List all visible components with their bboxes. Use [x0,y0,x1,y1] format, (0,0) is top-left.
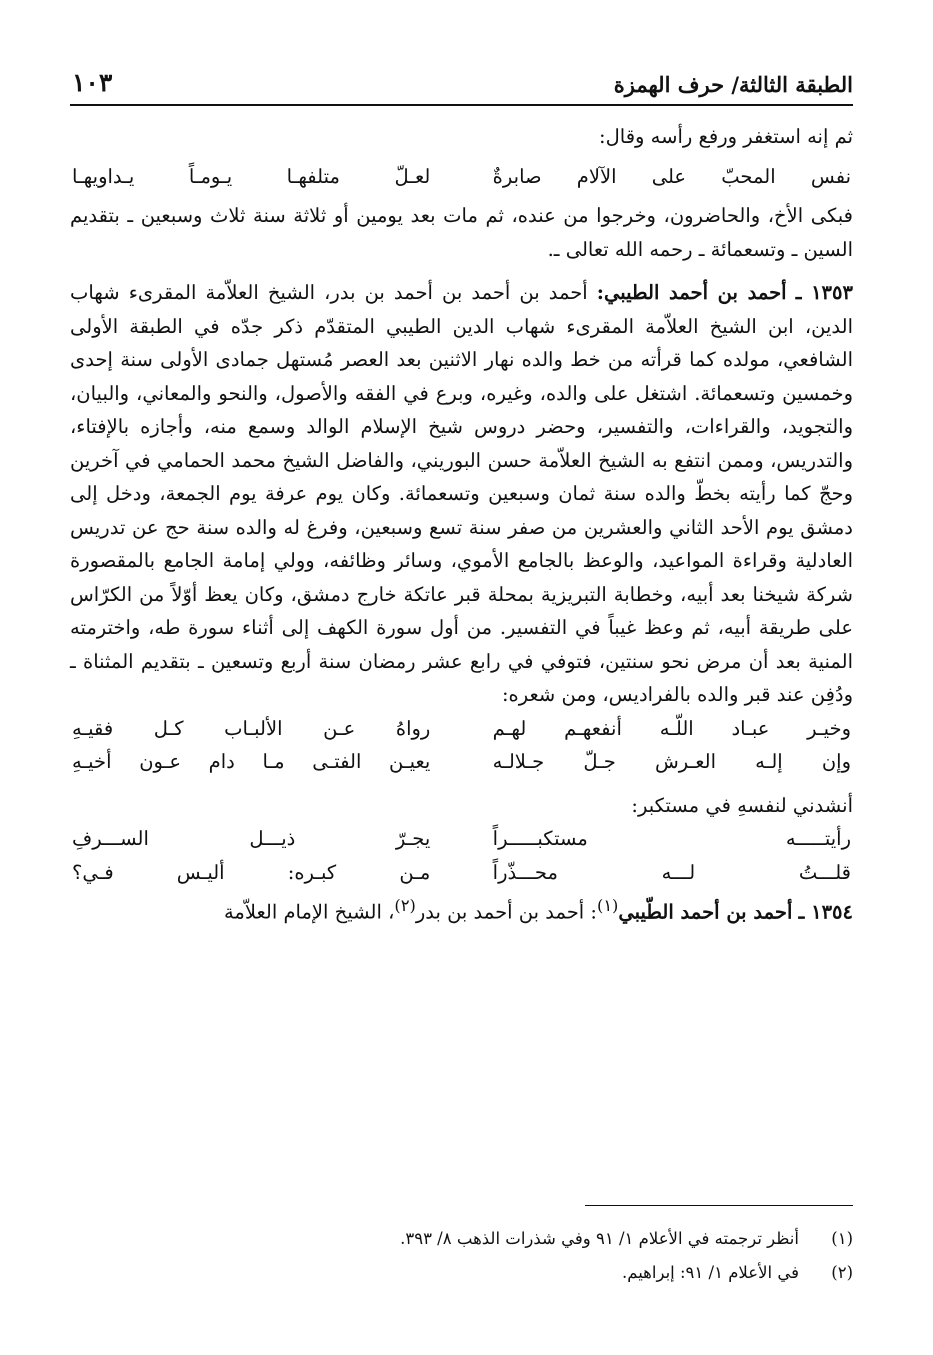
poem-hemistich-first: وإن إلـه العـرش جـلّ جـلالـه [492,750,851,773]
poem-hemistich-second: مـن كبـره: أليـس فـي؟ [72,860,431,884]
running-title: الطبقة الثالثة/ حرف الهمزة [613,72,853,97]
verse-hemistich-first: نفس المحبّ على الآلام صابرةٌ [492,164,851,188]
entry-body: ، الشيخ الإمام العلاّمة [223,900,395,924]
footnote-divider [585,1205,853,1206]
poem-hemistich-first: قلـــتُ لـــه محـــذّراً [492,860,851,884]
page-header [70,60,853,106]
poem-line [70,745,853,779]
entry-body: أحمد بن أحمد بن أحمد بن بدر، الشيخ العلاّمة المقرىء شهاب الدين، ابن الشيخ العلاّمة المقرىء شهاب الدين الطيبي المتقدّم ذكر جدّه في الطبقة الأولى الشافعي، مولده كما قرأته من خط والده نهار الاثنين بعد العصر مُستهل جمادى الأولى سنة إحدى وخمسين وتسعمائة. اشتغل على والده، وغيره، وبرع في الفقه والأصول، والنحو والمعاني، والبيان، والتجويد، والقراءات، والتفسير، وحضر دروس شيخ الإسلام الوالد وسمع منه، وأجازه بالإفتاء، والتدريس، وممن انتفع به الشيخ العلاّمة حسن البوريني، والفاضل الشيخ محمد الحمامي في آخرين وحجّ كما رأيته بخطّ والده سنة ثمان وسبعين وتسعمائة. وكان يوم عرفة يوم الجمعة، ودخل إلى دمشق يوم الأحد الثاني والعشرين من صفر سنة تسع وسبعين، وفرغ له والده سنة حج عن تدريس العادلية وقراءة المواعيد، والوعظ بالجامع الأموي، وسائر وظائفه، وولي إمامة الجامع بالمقصورة شركة شيخنا بعد أبيه، وخطابة التبريزية بمحلة قبر عاتكة خارج دمشق، وكان يعظ أوّلاً من الكرّاس على طريقة أبيه، ثم وعظ غيباً في التفسير. من أول سورة الكهف إلى أثناء سورة طه، واخترمته المنية بعد أن مرض نحو سنتين، فتوفي في رابع عشر رمضان سنة أربع وتسعين ـ بتقديم المثناة ـ ودُفِن عند قبر والده بالفراديس، ومن شعره: [70,281,853,706]
poem-line [70,856,853,890]
paragraph-death: فبكى الأخ، والحاضرون، وخرجوا من عنده، ثم مات بعد يومين أو ثلاثة سنة ثلاث وسبعين ـ بتقديم السين ـ وتسعمائة ـ رحمه الله تعالى ـ. [70,204,853,261]
page-number: ١٠٣ [72,68,113,97]
footnote [70,1222,853,1256]
poem-hemistich-second: يعيـن الفتـى مـا دام عـون أخيـهِ [72,750,431,773]
poem2-intro: أنشدني لنفسهِ في مستكبر: [631,793,853,817]
footnote-text: في الأعلام ١/ ٩١: إبراهيم. [621,1263,799,1282]
entry-1353 [70,276,853,712]
entry-number: ١٣٥٤ ـ [798,900,853,924]
entry-1354 [70,889,853,929]
footnote [70,1256,853,1290]
poem-line [70,712,853,746]
footnote-number: (١) [831,1229,853,1248]
verse-line [70,160,853,194]
page-body [70,120,853,929]
entry-name: أحمد بن أحمد الطّيبي [618,900,793,924]
footnote-number: (٢) [831,1263,853,1282]
entry-name: أحمد بن أحمد الطيبي: [596,281,787,304]
verse-hemistich-second: لعـلّ متلفهـا يـومـاً يـداويهـا [72,164,431,188]
entry-body: : أحمد بن أحمد بن بدر [415,900,597,924]
book-page [70,60,853,1335]
poem-hemistich-first: وخيـر عبـاد اللّـه أنفعهـم لهـم [492,716,851,740]
poem-hemistich-first: رأيتـــــه مستكبـــــراً [492,827,851,850]
footnote-ref[interactable]: (١) [596,896,619,915]
footnote-ref[interactable]: (٢) [394,896,416,915]
poem-hemistich-second: يجـرّ ذيـــل الســـرفِ [72,827,431,850]
footnote-text: أنظر ترجمته في الأعلام ١/ ٩١ وفي شذرات الذهب ٨/ ٣٩٣. [400,1229,799,1248]
poem-line [70,822,853,856]
poem-hemistich-second: رواهُ عـن الألبـاب كـل فقيـهِ [72,716,431,740]
footnotes [70,1222,853,1290]
entry-number: ١٣٥٣ ـ [795,281,853,304]
intro-line: ثم إنه استغفر ورفع رأسه وقال: [599,125,853,148]
